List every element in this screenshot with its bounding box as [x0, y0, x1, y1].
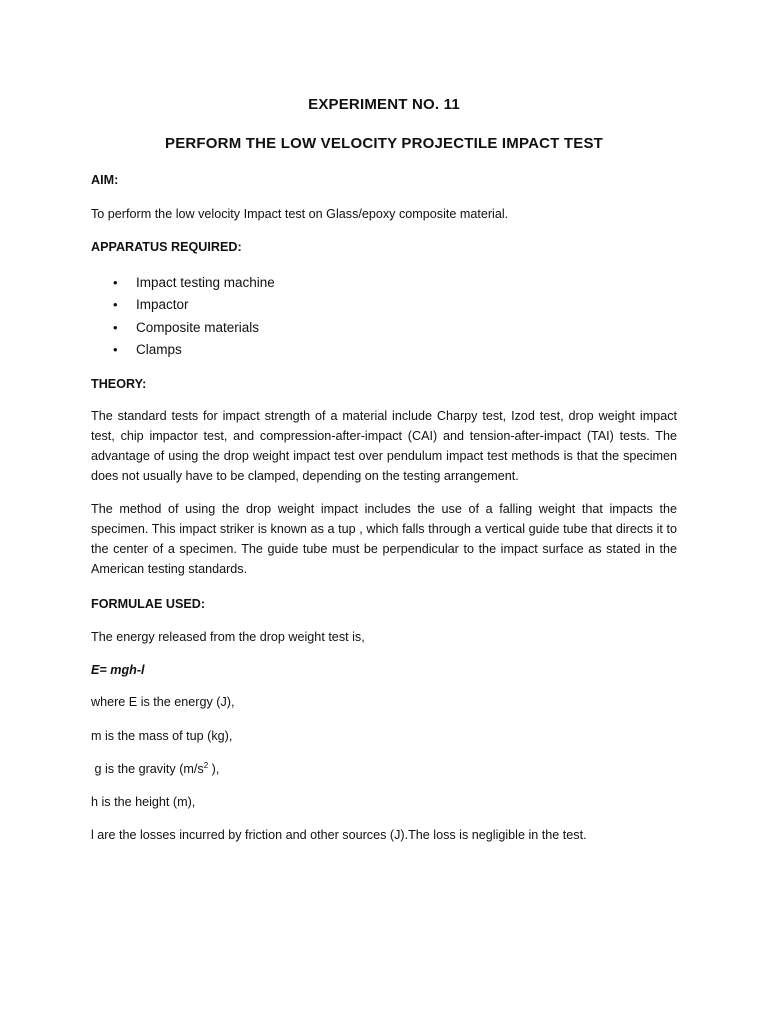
aim-heading: AIM: — [91, 173, 119, 187]
apparatus-list — [91, 272, 275, 361]
energy-formula: E= mgh-l — [91, 663, 145, 677]
list-item-label: Composite materials — [136, 319, 260, 335]
theory-heading: THEORY: — [91, 377, 147, 391]
definition-h: h is the height (m), — [91, 795, 196, 809]
list-item-label: Impactor — [136, 297, 189, 313]
formulae-intro: The energy released from the drop weight test is, — [91, 630, 365, 644]
superscript-two: 2 — [203, 760, 209, 770]
bullet-icon: • — [113, 275, 118, 290]
formulae-heading: FORMULAE USED: — [91, 597, 206, 611]
definition-m: m is the mass of tup (kg), — [91, 729, 233, 743]
definition-e: where E is the energy (J), — [91, 695, 235, 709]
list-item-label: Clamps — [136, 341, 182, 357]
bullet-icon: • — [113, 319, 118, 335]
list-item — [91, 339, 275, 361]
list-item-label: Impact testing machine — [136, 275, 275, 290]
definition-l: l are the losses incurred by friction and other sources (J).The loss is negligible in the test. — [91, 828, 587, 842]
aim-text: To perform the low velocity Impact test on Glass/epoxy composite material. — [91, 207, 509, 221]
page-title: EXPERIMENT NO. 11 — [308, 96, 460, 113]
definition-g-suffix: ), — [208, 762, 220, 776]
list-item — [91, 294, 275, 316]
bullet-icon: • — [113, 341, 118, 357]
page-subtitle: PERFORM THE LOW VELOCITY PROJECTILE IMPACT TEST — [164, 135, 604, 152]
definition-g-text: g is the gravity (m/s — [91, 762, 204, 776]
apparatus-heading: APPARATUS REQUIRED: — [91, 240, 242, 254]
bullet-icon: • — [113, 297, 118, 313]
list-item — [91, 272, 275, 294]
theory-paragraph-2: The method of using the drop weight impact includes the use of a falling weight that impacts the specimen. This impact striker is known as a tup , which falls through a vertical guide tube that directs it to the center of a specimen. The guide tube must be perpendicular to the impact surface as stated in the American testing standards. — [91, 502, 677, 576]
list-item — [91, 317, 275, 339]
theory-paragraph-1: The standard tests for impact strength of a material include Charpy test, Izod test, drop weight impact test, chip impactor test, and compression-after-impact (CAI) and tension-after-impact (TAI) tests. The advantage of using the drop weight impact test over pendulum impact test methods is that the specimen does not usually have to be clamped, depending on the testing arrangement. — [91, 409, 677, 483]
definition-g — [91, 759, 677, 779]
